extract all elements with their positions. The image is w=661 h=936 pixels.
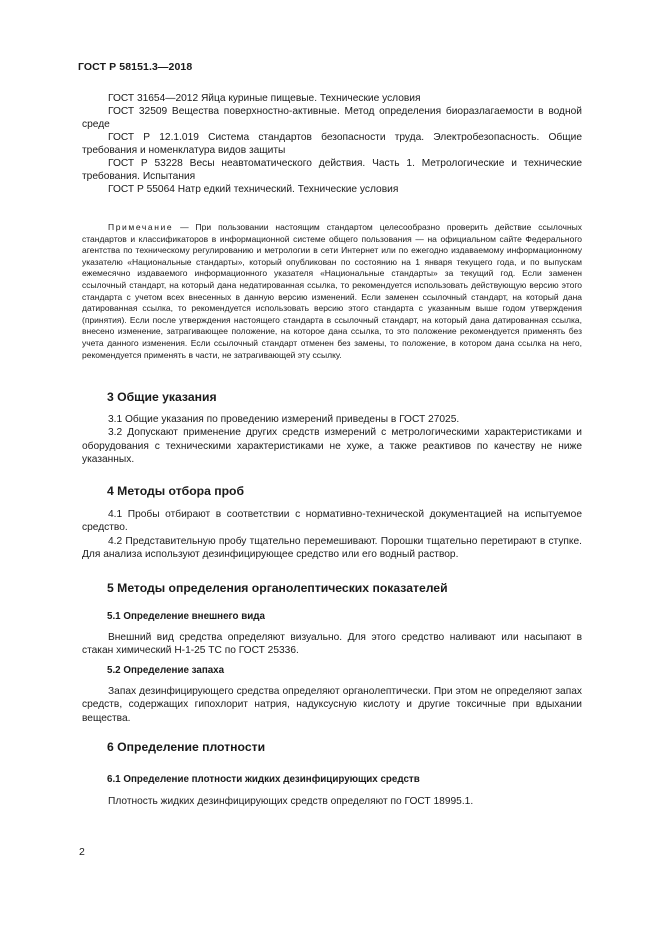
note-label: Примечание — [108, 222, 174, 232]
reference-item: ГОСТ Р 12.1.019 Система стандартов безопасности труда. Электробезопасность. Общие требования и номенклатура видов защиты — [82, 132, 582, 156]
subsection-5-1-body — [82, 631, 582, 658]
paragraph: 3.2 Допускают применение других средств измерений с метрологическими характеристиками и оборудования с техническими характеристиками не хуже, а также реактивов по качеству не ниже указанных. — [82, 427, 582, 465]
reference-item: ГОСТ Р 53228 Весы неавтоматического действия. Часть 1. Метрологические и технические требования. Испытания — [82, 158, 582, 182]
paragraph: Внешний вид средства определяют визуально. Для этого средство наливают или насыпают в стакан химический Н-1-25 ТС по ГОСТ 25336. — [82, 632, 582, 657]
section-3-body — [82, 413, 582, 466]
section-4-body — [82, 508, 582, 561]
section-3-heading: 3 Общие указания — [107, 390, 217, 404]
references-note — [82, 222, 582, 361]
subsection-6-1-body — [82, 795, 582, 808]
reference-item: ГОСТ 31654—2012 Яйца куриные пищевые. Технические условия — [108, 93, 421, 104]
reference-item: ГОСТ 32509 Вещества поверхностно-активные. Метод определения биоразлагаемости в водной среде — [82, 106, 582, 130]
note-text: — При пользовании настоящим стандартом целесообразно проверить действие ссылочных стандартов и классификаторов в информационной системе общего пользования — на официальном сайте Федерального агентства по техническому регулированию и метрологии в сети Интернет или по ежегодно издаваемому информационному указателю «Национальные стандарты», который опубликован по состоянию на 1 января текущего года, и по выпускам ежемесячно издаваемого информационного указателя «Национальные стандарты» за текущий год. Если заменен ссылочный стандарт, на который дана недатированная ссылка, то рекомендуется использовать действующую версию этого стандарта с учетом всех внесенных в данную версию изменений. Если заменен ссылочный стандарт, на который дана датированная ссылка, то рекомендуется использовать версию этого стандарта с указанным выше годом утверждения (принятия). Если после утверждения настоящего стандарта в ссылочный стандарт, на который дана датированная ссылка, внесено изменение, затрагивающее положение, на которое дана ссылка, то это положение рекомендуется применять без учета данного изменения. Если ссылочный стандарт отменен без замены, то положение, в котором дана ссылка на него, рекомендуется применять в части, не затрагивающей эту ссылку. — [82, 222, 582, 360]
section-5-heading: 5 Методы определения органолептических показателей — [107, 581, 448, 595]
paragraph: Плотность жидких дезинфицирующих средств определяют по ГОСТ 18995.1. — [108, 796, 474, 807]
paragraph: 4.2 Представительную пробу тщательно перемешивают. Порошки тщательно перетирают в ступке. Для анализа используют дезинфицирующее средство или его водный раствор. — [82, 535, 582, 560]
section-6-heading: 6 Определение плотности — [107, 740, 266, 754]
section-4-heading: 4 Методы отбора проб — [107, 484, 245, 498]
subsection-5-1-heading: 5.1 Определение внешнего вида — [107, 611, 265, 622]
subsection-5-2-body — [82, 685, 582, 725]
subsection-6-1-heading: 6.1 Определение плотности жидких дезинфицирующих средств — [107, 774, 420, 785]
subsection-5-2-heading: 5.2 Определение запаха — [107, 665, 225, 676]
normative-references — [82, 92, 582, 196]
paragraph: Запах дезинфицирующего средства определяют органолептически. При этом не определяют запах средств, содержащих гипохлорит натрия, надуксусную кислоту и другие токсичные при вдыхании вещества. — [82, 686, 582, 724]
document-header: ГОСТ Р 58151.3—2018 — [78, 61, 193, 73]
paragraph: 4.1 Пробы отбирают в соответствии с нормативно-технической документацией на испытуемое средство. — [82, 509, 582, 534]
paragraph: 3.1 Общие указания по проведению измерений приведены в ГОСТ 27025. — [108, 414, 460, 425]
page-number: 2 — [79, 846, 85, 858]
reference-item: ГОСТ Р 55064 Натр едкий технический. Технические условия — [108, 184, 399, 195]
